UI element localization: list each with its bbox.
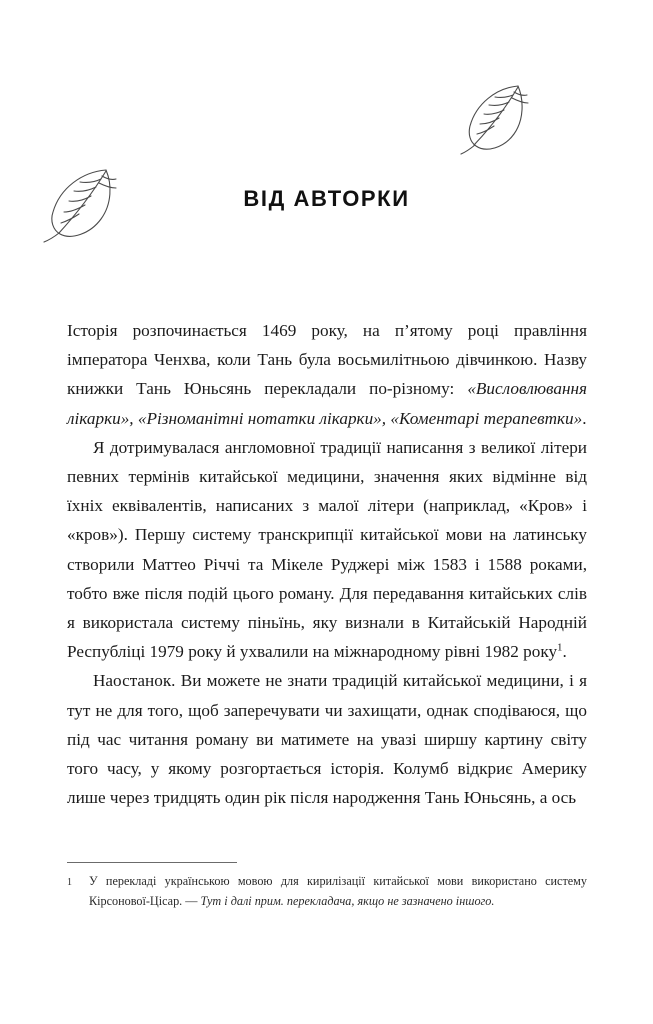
text-run: У перекладі українською мовою для кирилізації китайської мови використано систему Кірсонової-Цісар. —: [89, 874, 587, 908]
paragraph-2: [67, 433, 587, 667]
leaf-icon: [452, 78, 538, 158]
chapter-title: ВІД АВТОРКИ: [243, 186, 410, 211]
footnote-number: 1: [67, 877, 72, 888]
text-run: Історія розпочинається 1469 року, на п’ятому році правління імператора Ченхва, коли Тань була восьмилітньою дівчинкою. Назву книжки Тань Юньсянь перекладали по-різному:: [67, 321, 587, 399]
paragraph-3: [67, 666, 587, 812]
footnote-reference[interactable]: 1: [557, 641, 563, 654]
footnote: [67, 872, 587, 911]
text-run: Я дотримувалася англомовної традиції написання з великої літери певних термінів китайської медицини, значення яких відмінне від їхніх еквівалентів, написаних з малої літери (наприклад, «Кров» і «кров»). Першу систему транскрипції китайської мови на латинську створили Маттео Річчі та Мікеле Руджері між 1583 і 1588 роками, тобто вже після подій цього роману. Для передавання китайських слів я використала систему піньїнь, яку визнали в Китайській Народній Республіці 1979 року й ухвалили на міжнародному рівні 1982 року: [67, 437, 587, 662]
text-run-italic: «Висловлювання лікарки», «Різноманітні нотатки лікарки», «Коментарі терапевтки»: [67, 379, 587, 428]
text-run: .: [582, 408, 587, 428]
body-text: [67, 316, 587, 812]
paragraph-1: [67, 316, 587, 433]
footnote-separator: [67, 862, 237, 863]
text-run: Наостанок. Ви можете не знати традицій китайської медицини, і я тут не для того, щоб заперечувати чи захищати, однак сподіваюся, що під час читання роману ви матимете на увазі ширшу картину світу того часу, у якому розгортається історія. Колумб відкриє Америку лише через тридцять один рік після народження Тань Юньсянь, а ось: [67, 671, 587, 808]
text-run: .: [562, 642, 567, 662]
text-run-italic: Тут і далі прим. перекладача, якщо не зазначено іншого.: [200, 893, 495, 908]
footnote-text: [67, 872, 587, 911]
